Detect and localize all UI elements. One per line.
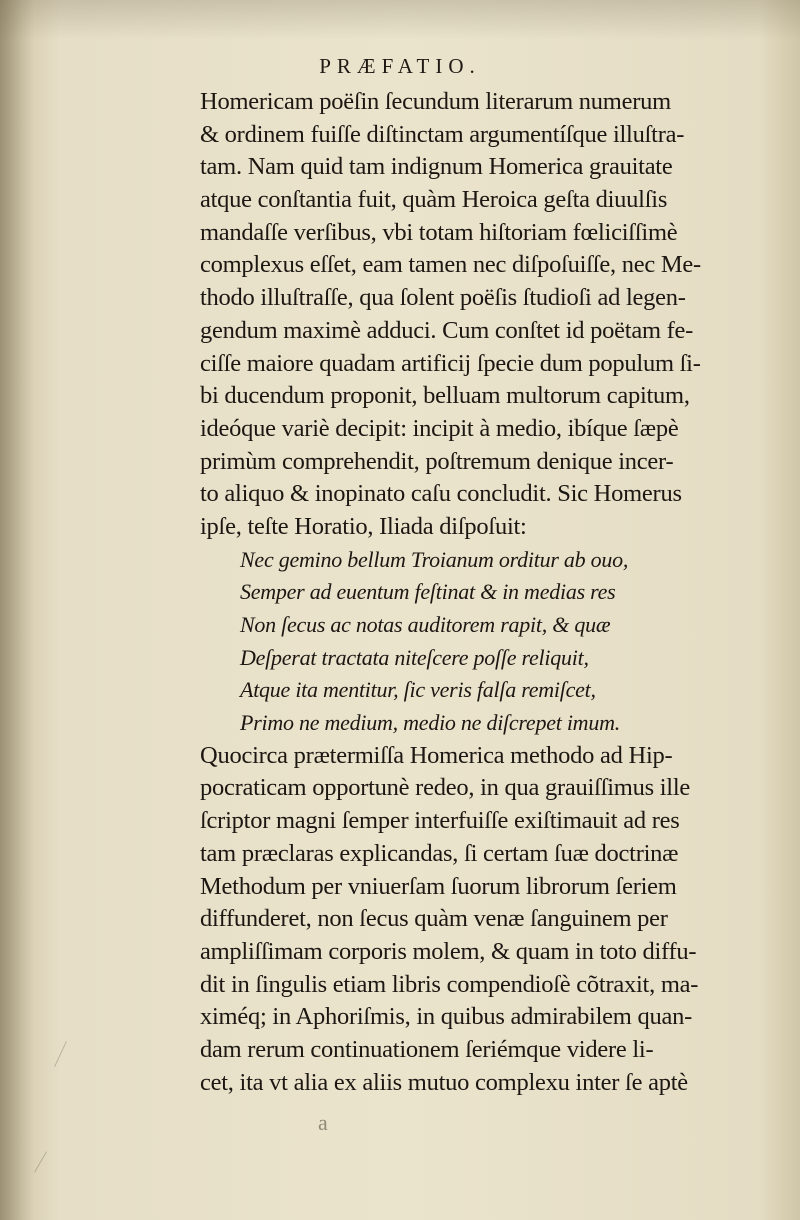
verse-line: Semper ad euentum feſtinat & in medias res (240, 579, 616, 605)
gutter-shadow (0, 0, 34, 1220)
text-line: to aliquo & inopinato caſu concludit. Sic Homerus (200, 480, 682, 508)
text-line: Quocirca prætermiſſa Homerica methodo ad Hip- (200, 741, 673, 769)
running-head: PRÆFATIO. (319, 54, 481, 78)
text-line: ciſſe maiore quadam artificij ſpecie dum populum ſi- (200, 349, 701, 377)
text-line: Methodum per vniuerſam ſuorum librorum ſeriem (200, 872, 677, 900)
verse-line: Non ſecus ac notas auditorem rapit, & quæ (240, 612, 611, 637)
text-line: ſcriptor magni ſemper interfuiſſe exiſtimauit ad res (200, 807, 680, 835)
top-shadow (0, 0, 800, 40)
signature-mark: a (318, 1110, 328, 1135)
verse-line: Primo ne medium, medio ne diſcrepet imum. (240, 710, 620, 736)
text-line: bi ducendum proponit, belluam multorum capitum, (200, 382, 690, 410)
text-line: tam præclaras explicandas, ſi certam ſuæ doctrinæ (200, 839, 679, 867)
text-line: dam rerum continuationem ſeriémque videre li- (200, 1035, 654, 1063)
text-line: & ordinem fuiſſe diſtinctam argumentíſque illuſtra- (200, 120, 685, 148)
text-line: cet, ita vt alia ex aliis mutuo complexu inter ſe aptè (200, 1068, 688, 1096)
text-line: diffunderet, non ſecus quàm venæ ſanguinem per (200, 905, 668, 933)
margin-mark (54, 1041, 67, 1067)
text-line: mandaſſe verſibus, vbi totam hiſtoriam fœliciſſimè (200, 218, 678, 246)
verse-line: Deſperat tractata niteſcere poſſe reliquit, (240, 644, 589, 670)
text-line: pocraticam opportunè redeo, in qua grauiſſimus ille (200, 774, 691, 802)
text-line: ampliſſimam corporis molem, & quam in toto diffu- (200, 937, 697, 965)
text-line: dit in ſingulis etiam libris compendioſè cõtraxit, ma- (200, 970, 699, 998)
verse-line: Atque ita mentitur, ſic veris falſa remiſcet, (240, 677, 596, 703)
text-line: ipſe, teſte Horatio, Iliada diſpoſuit: (200, 512, 527, 540)
text-line: gendum maximè adduci. Cum conſtet id poëtam fe- (200, 316, 694, 344)
text-line: ideóque variè decipit: incipit à medio, ibíque ſæpè (200, 414, 679, 442)
text-line: complexus eſſet, eam tamen nec diſpoſuiſſe, nec Me- (200, 251, 701, 279)
text-line: ximéq; in Aphoriſmis, in quibus admirabilem quan- (200, 1003, 692, 1031)
text-block (200, 86, 790, 1099)
text-line: Homericam poëſin ſecundum literarum numerum (200, 88, 671, 115)
text-line: tam. Nam quid tam indignum Homerica grauitate (200, 153, 673, 181)
verse-line: Nec gemino bellum Troianum orditur ab ouo, (240, 546, 629, 572)
text-line: thodo illuſtraſſe, qua ſolent poëſis ſtudioſi ad legen- (200, 284, 686, 312)
margin-mark (34, 1151, 47, 1172)
text-line: primùm comprehendit, poſtremum denique incer- (200, 447, 674, 475)
text-line: atque conſtantia fuit, quàm Heroica geſta diuulſis (200, 186, 668, 214)
